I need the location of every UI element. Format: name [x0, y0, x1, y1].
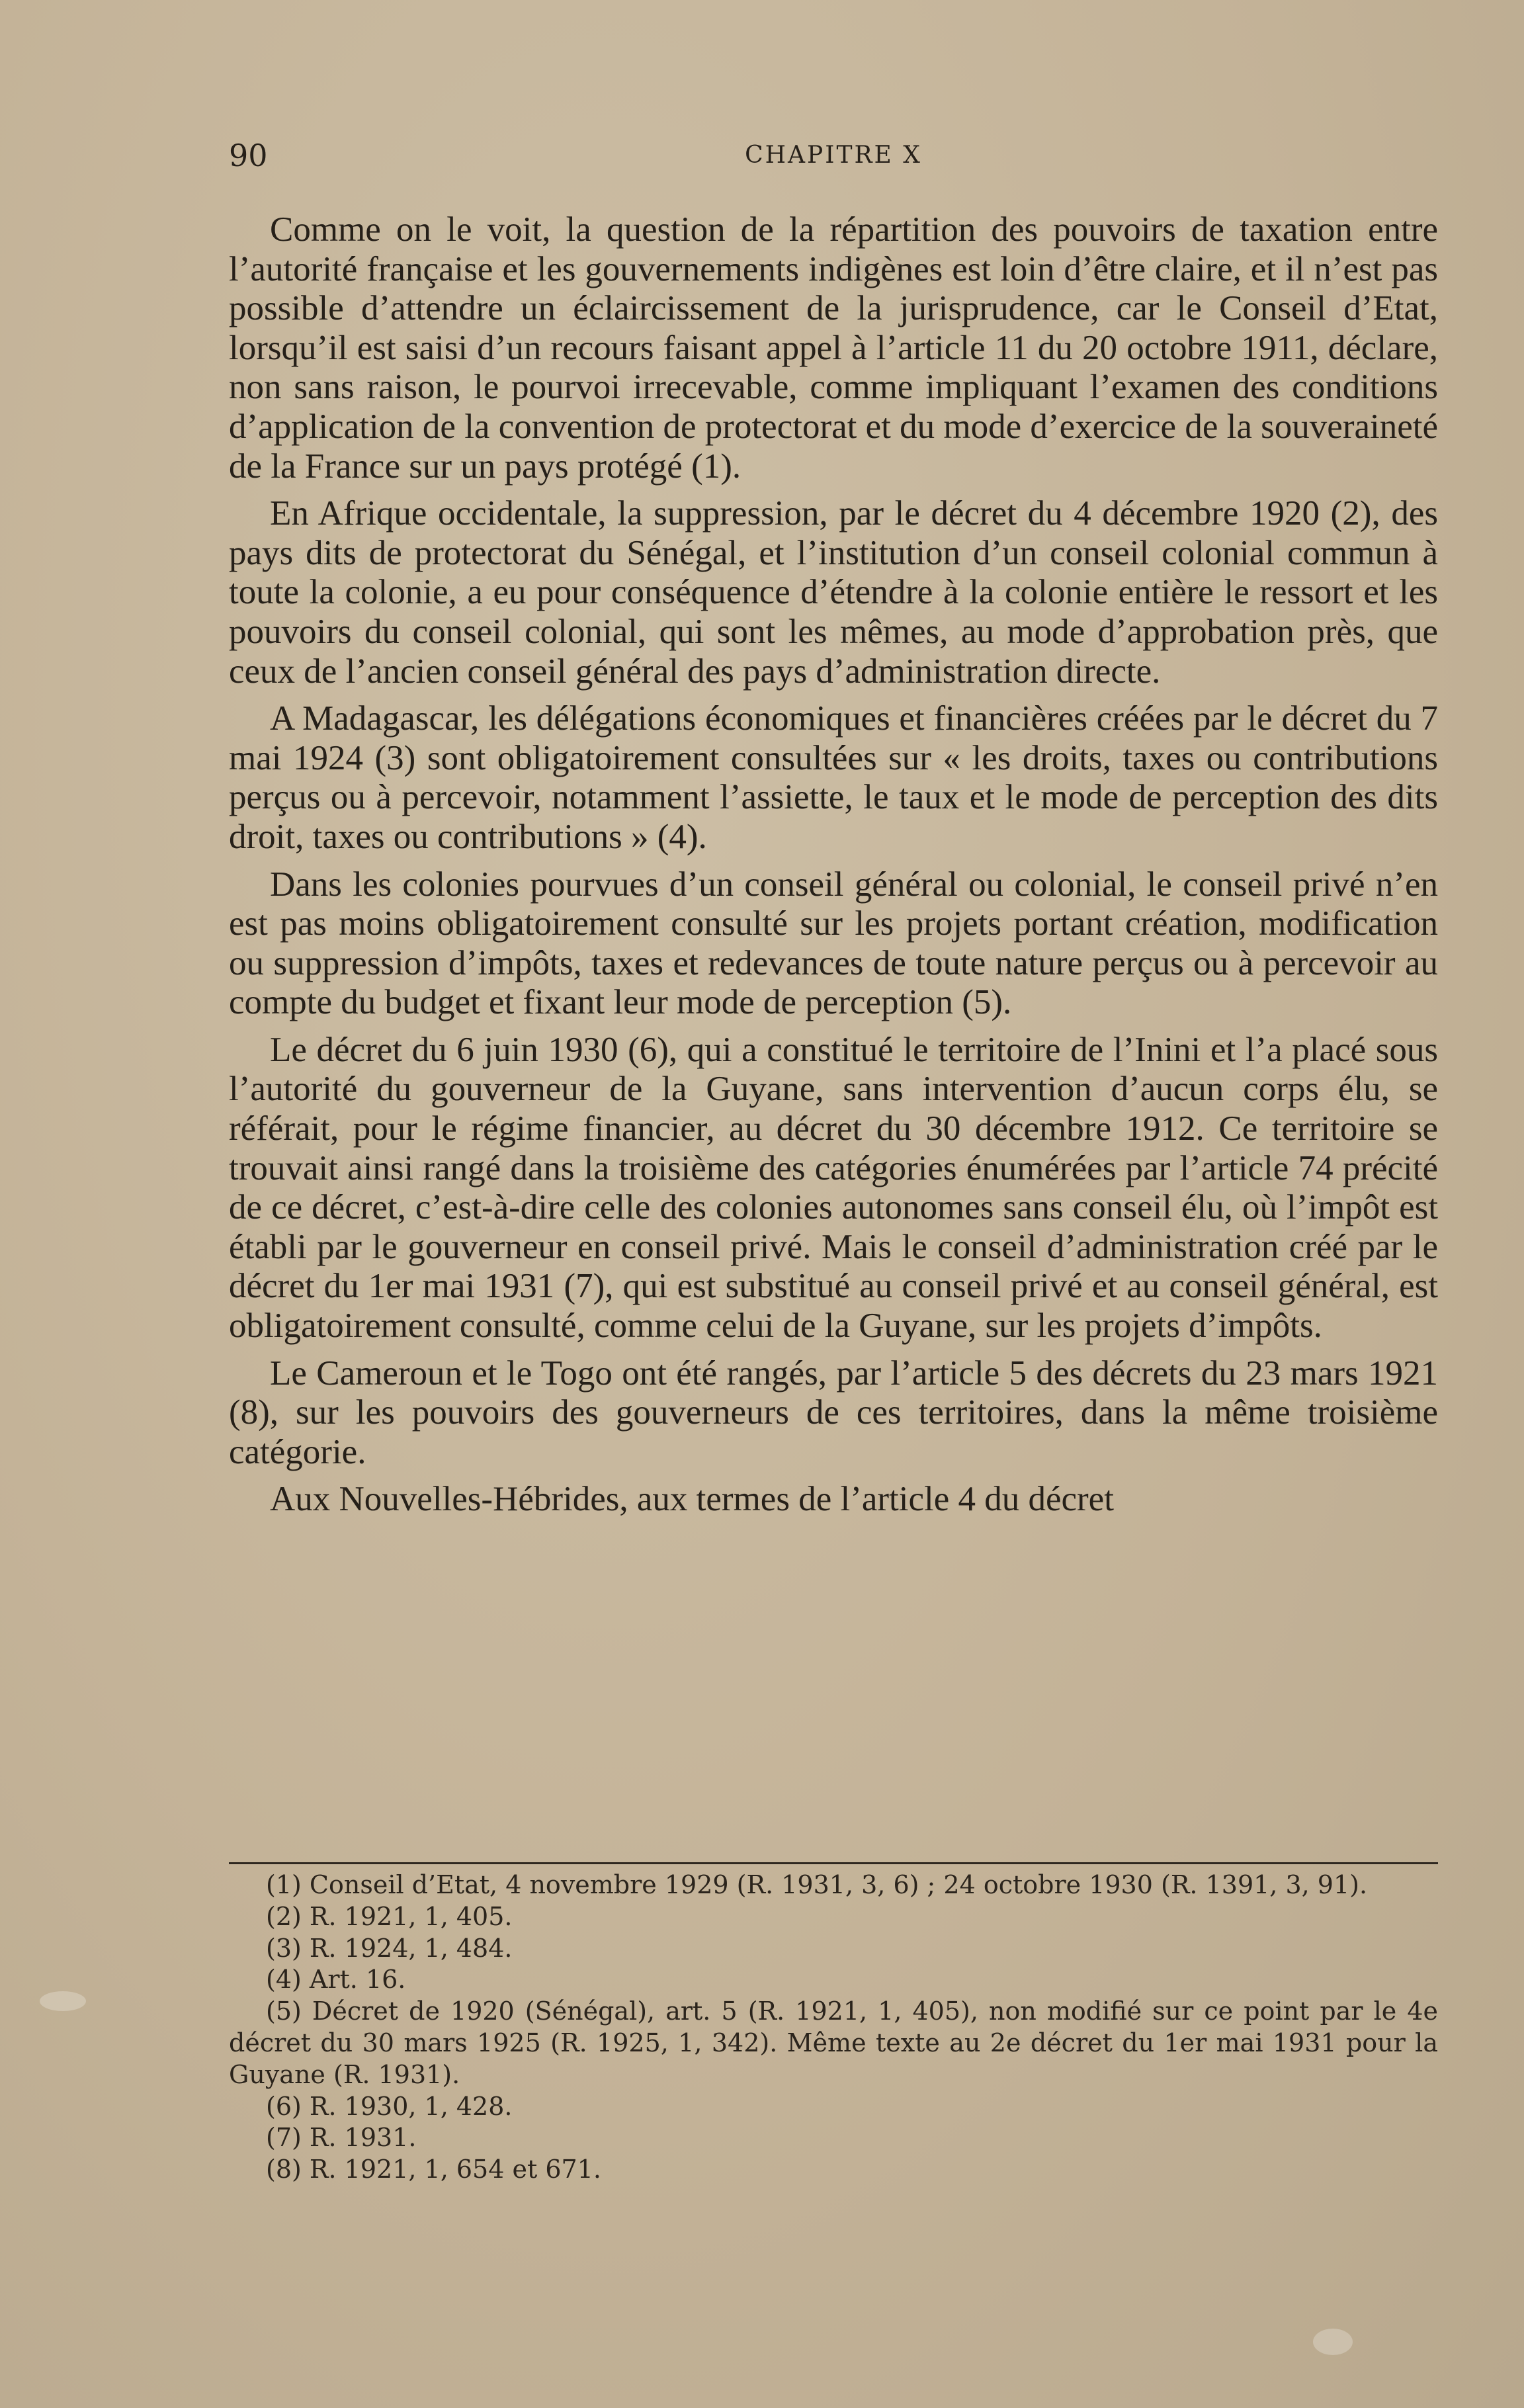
footnote: (1) Conseil d’Etat, 4 novembre 1929 (R. 1931, 3, 6) ; 24 octobre 1930 (R. 1391, 3, 91). — [266, 1870, 1368, 1899]
footnote: (2) R. 1921, 1, 405. — [266, 1901, 513, 1931]
page-header — [229, 138, 1438, 177]
paragraph: A Madagascar, les délégations économiques et financières créées par le décret du 7 mai 1924 (3) sont obligatoirement consultées sur « les droits, taxes ou contributions perçus ou à percevoir, notamment l’assiette, le taux et le mode de perception des dits droit, taxes ou contributions » (4). — [229, 699, 1438, 856]
paragraph: Le décret du 6 juin 1930 (6), qui a constitué le territoire de l’Inini et l’a placé sous l’autorité du gouverneur de la Guyane, sans intervention d’aucun corps élu, se référait, pour le régime financier, au décret du 30 décembre 1912. Ce territoire se trouvait ainsi rangé dans la troisième des catégories énumérées par l’article 74 précité de ce décret, c’est-à-dire celle des colonies autonomes sans conseil élu, où l’impôt est établi par le gouverneur en conseil privé. Mais le conseil d’administration créé par le décret du 1er mai 1931 (7), qui est substitué au conseil privé et au conseil général, est obligatoirement consulté, comme celui de la Guyane, sur les projets d’impôts. — [229, 1030, 1438, 1346]
paragraph: Le Cameroun et le Togo ont été rangés, par l’article 5 des décrets du 23 mars 1921 (8), sur les pouvoirs des gouverneurs de ces territoires, dans la même troisième catégorie. — [229, 1354, 1438, 1471]
footnotes — [229, 1870, 1438, 2186]
footnote-separator — [229, 1862, 1438, 1864]
footnote: (6) R. 1930, 1, 428. — [266, 2091, 513, 2121]
paper-blemish — [40, 1991, 86, 2011]
paper-blemish — [1313, 2329, 1353, 2355]
running-head: CHAPITRE X — [745, 142, 922, 169]
footnote: (3) R. 1924, 1, 484. — [266, 1933, 513, 1963]
page-number: 90 — [229, 138, 268, 173]
footnote: (8) R. 1921, 1, 654 et 671. — [266, 2155, 601, 2184]
body-text — [229, 210, 1438, 1527]
paragraph: Comme on le voit, la question de la répartition des pouvoirs de taxation entre l’autorité française et les gouvernements indigènes est loin d’être claire, et il n’est pas possible d’attendre un éclaircissement de la jurisprudence, car le Conseil d’Etat, lorsqu’il est saisi d’un recours faisant appel à l’article 11 du 20 octobre 1911, déclare, non sans raison, le pourvoi irrecevable, comme impliquant l’examen des conditions d’application de la convention de protectorat et du mode d’exercice de la souveraineté de la France sur un pays protégé (1). — [229, 210, 1438, 486]
book-page — [229, 0, 1438, 2408]
paragraph: En Afrique occidentale, la suppression, par le décret du 4 décembre 1920 (2), des pays dits de protectorat du Sénégal, et l’institution d’un conseil colonial commun à toute la colonie, a eu pour conséquence d’étendre à la colonie entière le ressort et les pouvoirs du conseil colonial, qui sont les mêmes, au mode d’approbation près, que ceux de l’ancien conseil général des pays d’administration directe. — [229, 494, 1438, 691]
paragraph: Dans les colonies pourvues d’un conseil général ou colonial, le conseil privé n’en est pas moins obligatoirement consulté sur les projets portant création, modification ou suppression d’impôts, taxes et redevances de toute nature perçus ou à percevoir au compte du budget et fixant leur mode de perception (5). — [229, 865, 1438, 1022]
paragraph: Aux Nouvelles-Hébrides, aux termes de l’article 4 du décret — [270, 1480, 1114, 1519]
footnote: (5) Décret de 1920 (Sénégal), art. 5 (R. 1921, 1, 405), non modifié sur ce point par le 4e décret du 30 mars 1925 (R. 1925, 1, 342). Même texte au 2e décret du 1er mai 1931 pour la Guyane (R. 1931). — [229, 1997, 1438, 2089]
footnote: (7) R. 1931. — [266, 2123, 417, 2153]
footnote: (4) Art. 16. — [266, 1965, 406, 1995]
